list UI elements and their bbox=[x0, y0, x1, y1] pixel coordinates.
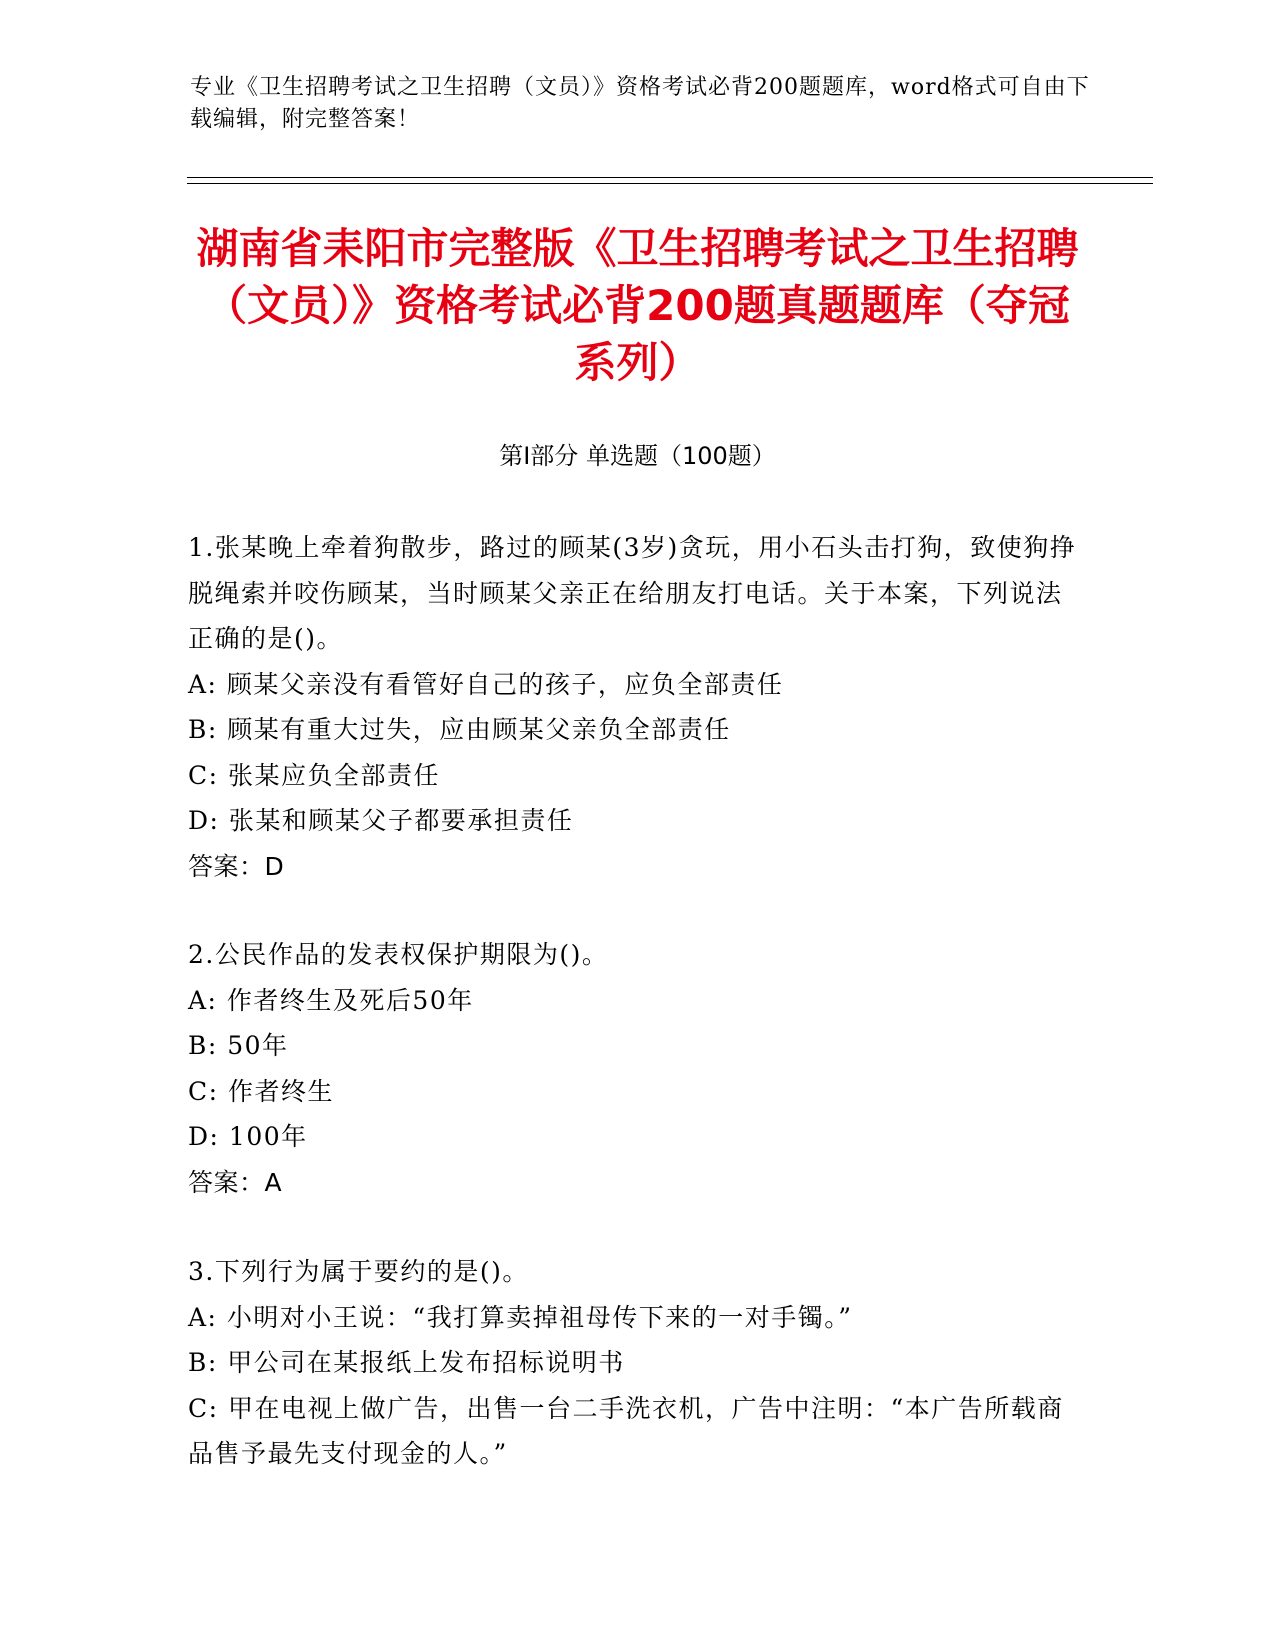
question-answer: 答案：D bbox=[188, 851, 285, 881]
question-option-d: D: 张某和顾某父子都要承担责任 bbox=[188, 806, 574, 835]
question-option-b: B: 顾某有重大过失，应由顾某父亲负全部责任 bbox=[188, 715, 731, 744]
question-stem: 2.公民作品的发表权保护期限为()。 bbox=[188, 940, 609, 969]
question-option-a: A: 作者终生及死后50年 bbox=[188, 985, 474, 1015]
document-title: 湖南省耒阳市完整版《卫生招聘考试之卫生招聘（文员）》资格考试必背200题真题题库（夺冠系列） bbox=[196, 224, 1079, 387]
section-heading: 第I部分 单选题（100题） bbox=[499, 442, 776, 470]
question-3 bbox=[188, 1249, 1083, 1477]
question-option-b: B: 50年 bbox=[188, 1031, 289, 1060]
question-option-b: B: 甲公司在某报纸上发布招标说明书 bbox=[188, 1348, 625, 1377]
header-rule-top bbox=[187, 177, 1153, 178]
question-2 bbox=[188, 932, 1083, 1205]
question-option-d: D: 100年 bbox=[188, 1122, 308, 1151]
document-header-note: 专业《卫生招聘考试之卫生招聘（文员）》资格考试必背200题题库，word格式可自由下载编辑，附完整答案！ bbox=[190, 75, 1090, 132]
question-1 bbox=[188, 525, 1083, 889]
question-stem: 3.下列行为属于要约的是()。 bbox=[188, 1257, 529, 1286]
question-option-a: A: 顾某父亲没有看管好自己的孩子，应负全部责任 bbox=[188, 669, 784, 699]
question-answer: 答案：A bbox=[188, 1167, 283, 1197]
question-option-a: A: 小明对小王说：“我打算卖掉祖母传下来的一对手镯。” bbox=[188, 1302, 853, 1332]
header-rule-bottom bbox=[187, 183, 1153, 184]
question-option-c: C: 甲在电视上做广告，出售一台二手洗衣机，广告中注明：“本广告所载商品售予最先支付现金的人。” bbox=[188, 1393, 1064, 1468]
question-stem: 1.张某晚上牵着狗散步，路过的顾某(3岁)贪玩，用小石头击打狗，致使狗挣脱绳索并咬伤顾某，当时顾某父亲正在给朋友打电话。关于本案，下列说法正确的是()。 bbox=[188, 533, 1077, 653]
question-option-c: C: 张某应负全部责任 bbox=[188, 760, 440, 790]
question-option-c: C: 作者终生 bbox=[188, 1076, 334, 1106]
